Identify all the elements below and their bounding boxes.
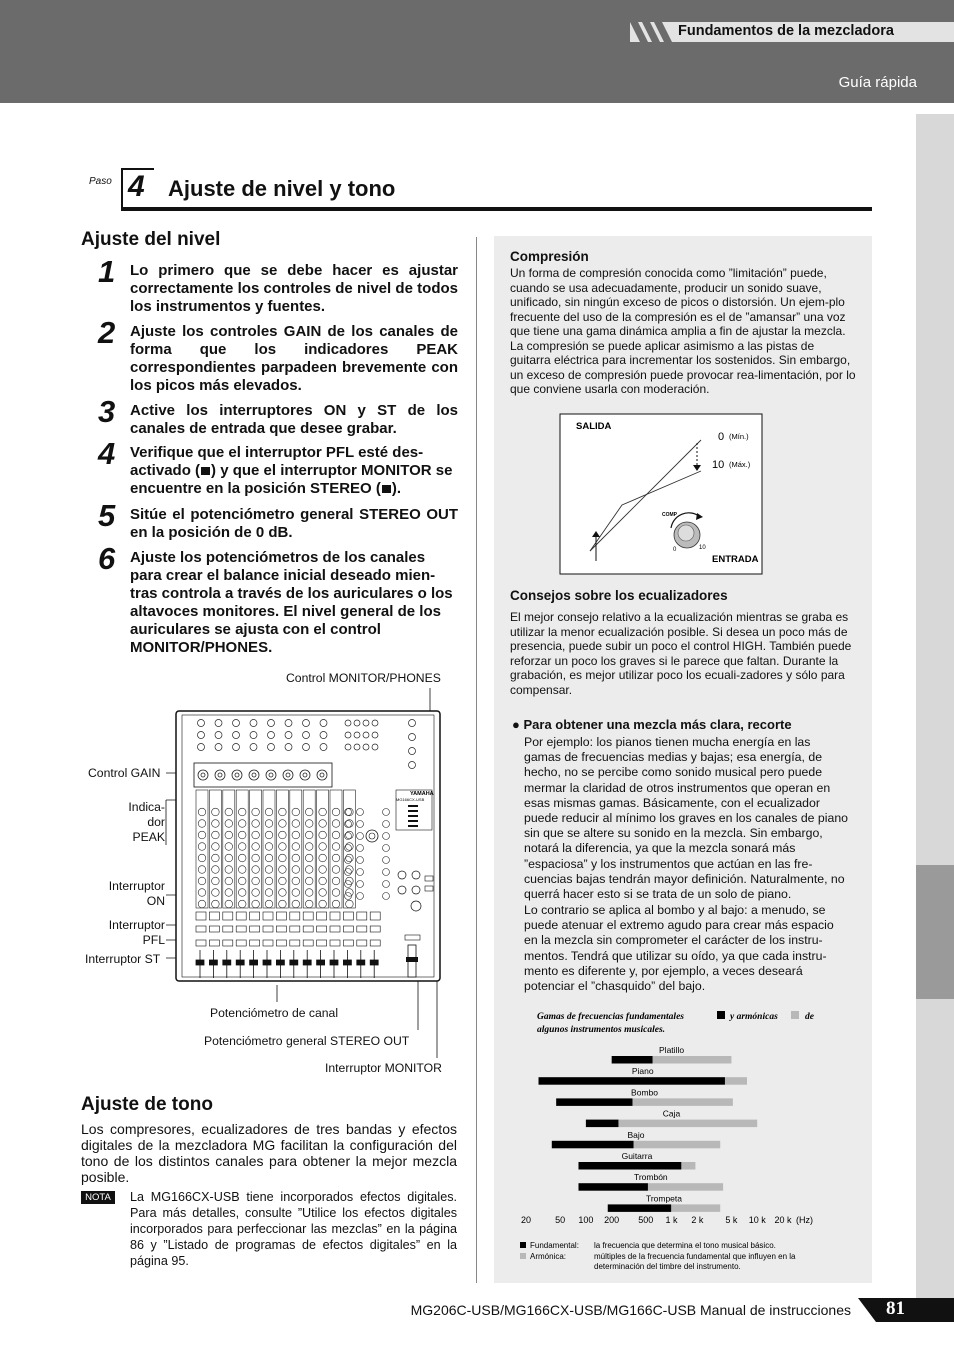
chart-title-fund-swatch [717,1011,725,1019]
header-subtitle: Guía rápida [838,74,917,91]
level-heading: Ajuste del nivel [81,229,221,250]
side-margin-bar [916,114,954,1300]
label-stereo-out: Potenciómetro general STEREO OUT [204,1034,410,1048]
chart-x-unit: (Hz) [796,1215,813,1225]
bar-harmonic-7 [671,1204,720,1212]
bar-harmonic-5 [681,1162,695,1170]
x-tick-label-1: 50 [555,1215,566,1225]
step-6-text: Ajuste los potenciómetros de los canales para crear el balance inicial deseado mien-tras controla a través de los auriculares o los altavoces monitores. El nivel general de los auriculares se ajusta con el control MONITOR/PHONES. [130,549,453,656]
bar-fundamental-6 [578,1183,647,1191]
column-divider [476,237,477,1283]
footer-text: MG206C-USB/MG166CX-USB/MG166C-USB Manual de instrucciones [410,1302,851,1318]
step-title: Ajuste de nivel y tono [168,176,396,201]
step-4-number: 4 [98,436,116,471]
legend-harm-label: Armónica: [530,1252,567,1261]
bar-harmonic-1 [725,1077,747,1085]
chart-title-a: Gamas de frecuencias fundamentales [537,1012,684,1022]
bar-fundamental-2 [556,1098,632,1106]
chart-title-c: de [805,1012,814,1022]
label-channel-fader: Potenciómetro de canal [210,1006,339,1020]
bar-harmonic-0 [653,1056,732,1064]
label-gain: Control GAIN [88,766,161,780]
legend-harm-text-1: múltiples de la frecuencia fundamental que influyen en la [594,1252,796,1261]
tone-text: Los compresores, ecualizadores de tres bandas y efectos digitales de la mezcladora MG facilitan la configuración del tono de los distintos canales para obtener la mejor mezcla posible. [81,1121,457,1185]
x-tick-label-2: 100 [578,1215,594,1225]
step-prefix: Paso [89,176,112,187]
diagram-knob-max: 10 [699,545,706,551]
page-number: 81 [886,1298,905,1319]
header-section-title: Fundamentos de la mezcladora [678,23,894,39]
step-1-text: Lo primero que se debe hacer es ajustar correctamente los controles de nivel de todos los instrumentos y fuentes. [130,262,458,315]
label-peak: Indica- dor PEAK [128,800,165,844]
mixer-model: MG166CX-USB [396,797,425,802]
label-pfl-switch: Interruptor PFL [108,918,165,947]
bar-label-3: Caja [662,1108,681,1119]
x-tick-label-6: 2 k [691,1215,704,1225]
eq-bullet-text-2: Lo contrario se aplica al bombo y al bajo: a menudo, se puede atenuar el extremo agudo para crear más espacio en la mezcla sin comprometer el carácter de los instru-mentos. Tendrá que utilizar su oído, ya que cada instru-mento es diferente y, por ejemplo, a veces deseará potenciar el ”chasquido” del bajo. [524,903,834,994]
bar-fundamental-3 [586,1120,619,1128]
diagram-input-label: ENTRADA [712,554,759,565]
x-tick-label-0: 20 [520,1215,532,1225]
step-4-text: Verifique que el interruptor PFL esté des-activado ( ) y que el interruptor MONITOR se encuentre en la posición STEREO ( ). [130,444,453,497]
bullet-icon: ● [512,717,520,732]
chart-title-harm-swatch [791,1011,799,1019]
bar-fundamental-7 [608,1204,671,1212]
header-stripes [630,22,680,42]
bar-harmonic-6 [648,1183,723,1191]
step-number: 4 [128,170,145,203]
bar-fundamental-1 [539,1077,725,1085]
bar-fundamental-4 [552,1141,634,1149]
eq-text: El mejor consejo relativo a la ecualización mientras se graba es utilizar la menor ecualización posible. Si desea un poco más de presencia, puede subir un poco el control HIGH. También puede reforzar un poco los graves si le parece que faltan. Durante la grabación, es mejor utilizar poco los ecuali-zadores y sólo para compensar. [510,610,852,697]
mixer-brand: YAMAHA [410,791,434,797]
side-chapter-tab [916,865,954,999]
step-3-text: Active los interruptores ON y ST de los canales de entrada que desee grabar. [130,402,458,437]
compression-text: Un forma de compresión conocida como ”limitación” puede, cuando se usa adecuadamente, producir un sonido suave, unificado, sin ningún exceso de picos o distorsión. Un ejem-plo frecuente del uso de la compresión es el de ”amansar” una voz que tiene una gama dinámica amplia a fin de ajustar la mezcla. La compresión se puede aplicar asimismo a las pistas de guitarra eléctrica para incrementar los sostenidos. Sin embargo, un exceso de compresión puede provocar rea-limentación, por lo que conviene usarla con moderación. [510,266,856,396]
bar-harmonic-2 [632,1098,732,1106]
bar-label-4: Bajo [627,1129,645,1140]
legend-fund-text: la frecuencia que determina el tono musical básico. [594,1241,776,1250]
step-3-number: 3 [98,394,116,429]
x-tick-label-7: 5 k [725,1215,738,1225]
frequency-range-chart [494,1000,872,1280]
bar-fundamental-5 [578,1162,681,1170]
bar-label-6: Trombón [633,1172,668,1183]
compression-diagram [559,413,769,576]
bar-fundamental-0 [612,1056,653,1064]
diagram-min: (Mín.) [729,432,749,441]
nota-text: La MG166CX-USB tiene incorporados efectos digitales. Para más detalles, consulte ”Utilice los efectos digitales incorporados para perfeccionar las mezclas” en la página 86 y ”Listado de programas de efectos digitales” en la página 95. [130,1190,457,1268]
legend-harm-swatch [520,1253,526,1259]
chart-title-d: algunos instrumentos musicales. [537,1025,666,1035]
step-5-text: Sitúe el potenciómetro general STEREO OUT en la posición de 0 dB. [130,506,458,541]
nota-tag: NOTA [81,1191,115,1204]
bar-label-2: Bombo [631,1087,658,1098]
step-2-number: 2 [98,315,116,350]
eq-bullet-text: Por ejemplo: los pianos tienen mucha energía en las gamas de frecuencias medias y bajas; esa energía, de hecho, no se percibe como sonido musical pero puede mermar la claridad de otros instrumentos que operan en esas mismas gamas. Básicamente, con el ecualizador puede reducir al mínimo los graves en los canales de piano sin que se altere su sonido en la mezcla. Sin embargo, notará la diferencia, ya que la mezcla sonará más ”espaciosa” y los instrumentos que actúan en las fre-cuencias bajas tendrán mayor definición. Naturalmente, no querrá hacer esto si se trata de un solo de piano. [524,735,849,902]
bar-harmonic-3 [618,1120,757,1128]
diagram-knob-min: 0 [673,547,677,553]
page-number-tab [858,1298,954,1322]
label-on-switch: Interruptor ON [108,879,165,908]
diagram-zero: 0 [718,431,725,443]
step-6-number: 6 [98,541,116,576]
compression-heading: Compresión [510,249,589,264]
x-tick-label-3: 200 [604,1215,620,1225]
x-tick-label-9: 20 k [774,1215,792,1225]
diagram-knob-label: COMP [662,512,677,518]
bar-label-0: Platillo [659,1045,685,1055]
label-monitor-phones: Control MONITOR/PHONES [286,671,441,685]
label-st-switch: Interruptor ST [85,952,161,966]
step-5-number: 5 [98,498,116,533]
eq-heading: Consejos sobre los ecualizadores [510,588,728,603]
x-tick-label-5: 1 k [665,1215,678,1225]
diagram-ten: 10 [712,459,725,471]
step-1-number: 1 [98,254,116,289]
eq-bullet-heading: ● Para obtener una mezcla más clara, recorte [512,717,792,732]
bar-label-7: Trompeta [645,1193,683,1204]
legend-harm-text-2: determinación del timbre del instrumento. [594,1262,741,1271]
mixer-illustration [0,0,476,1100]
chart-title-b: y armónicas [730,1012,778,1022]
tone-heading: Ajuste de tono [81,1094,213,1115]
x-tick-label-8: 10 k [748,1215,766,1225]
diagram-max: (Máx.) [729,460,751,469]
legend-fund-label: Fundamental: [530,1241,579,1250]
x-tick-label-4: 500 [638,1215,654,1225]
bar-label-1: Piano [631,1066,654,1077]
bar-label-5: Guitarra [621,1151,653,1161]
diagram-output-label: SALIDA [576,421,612,432]
legend-fund-swatch [520,1242,526,1248]
label-monitor-switch: Interruptor MONITOR [325,1061,442,1075]
step-2-text: Ajuste los controles GAIN de los canales de forma que los indicadores PEAK correspondientes parpadeen brevemente con los picos más elevados. [130,323,458,394]
bar-harmonic-4 [634,1141,721,1149]
